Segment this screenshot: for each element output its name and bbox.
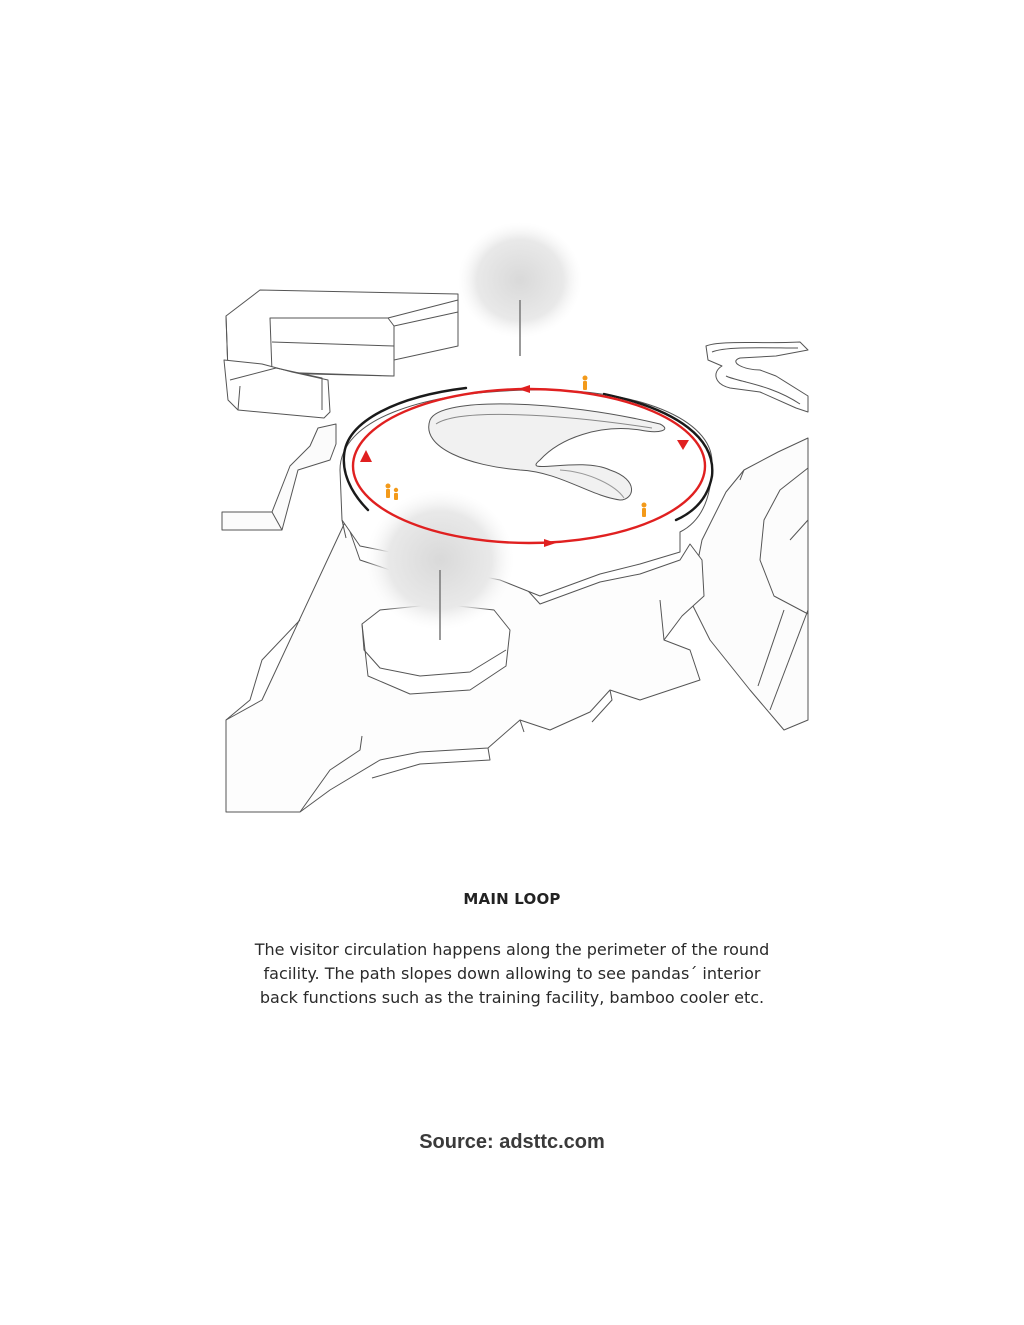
visitor-icon — [386, 484, 391, 499]
building-top-left — [226, 290, 458, 376]
source-credit: Source: adsttc.com — [419, 1131, 605, 1153]
visitor-icon — [642, 503, 647, 518]
path-top-right — [706, 342, 808, 412]
caption-body — [232, 938, 792, 1010]
caption-line: The visitor circulation happens along the perimeter of the round — [254, 940, 770, 959]
visitor-icon — [394, 488, 398, 500]
visitor-icon — [583, 376, 588, 391]
caption-line: back functions such as the training facility, bamboo cooler etc. — [259, 988, 765, 1007]
terrain-left — [222, 424, 336, 530]
site-axonometric-diagram — [220, 220, 810, 815]
caption-title: MAIN LOOP — [463, 890, 561, 908]
caption-line: facility. The path slopes down allowing to see pandas´ interior — [263, 964, 761, 983]
